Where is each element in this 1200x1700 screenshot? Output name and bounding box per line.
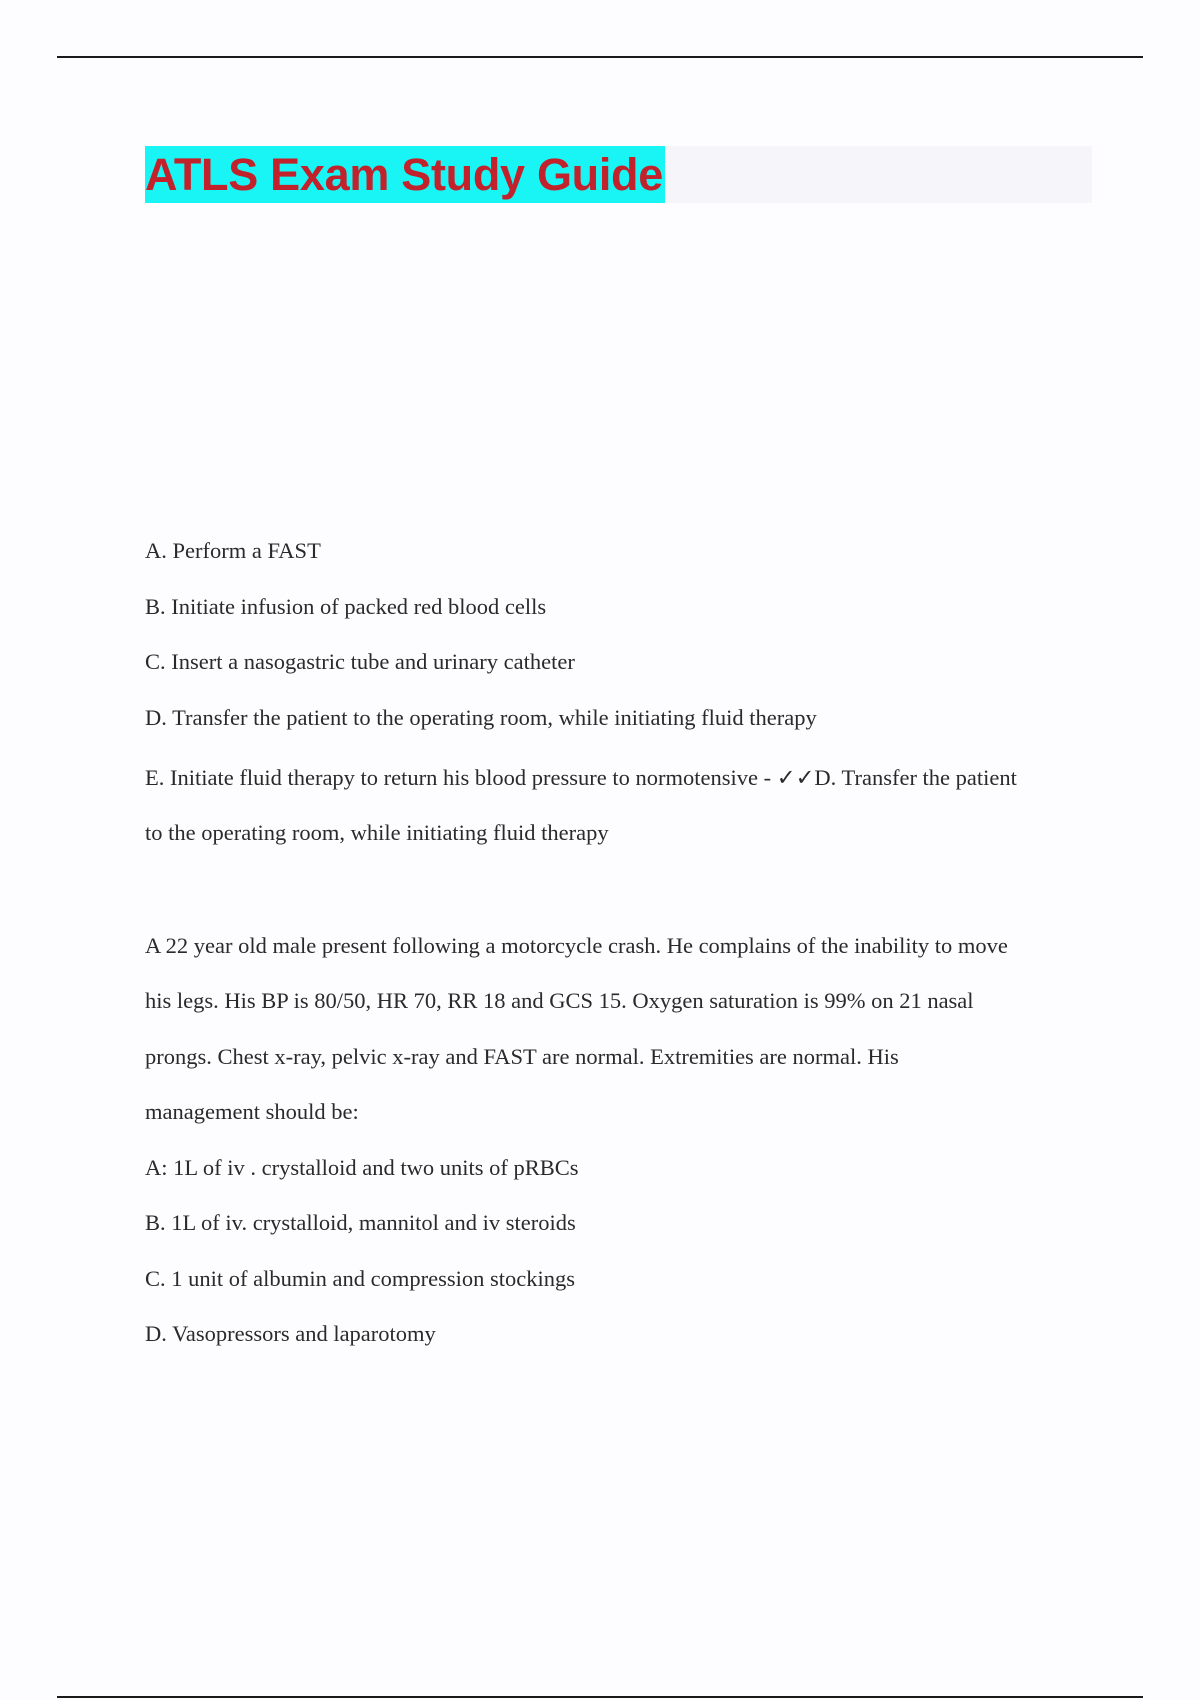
question-1-stem-line [145, 304, 1100, 360]
question-2-stem-line: A 22 year old male present following a motorcycle crash. He complains of the inability to move [145, 932, 1008, 958]
question-2 [145, 922, 1100, 1366]
bottom-rule [57, 1696, 1143, 1698]
question-2-stem-line: management should be: [145, 1099, 359, 1124]
question-2-option-a: A: 1L of iv . crystalloid and two units of pRBCs [145, 1154, 579, 1180]
question-2-stem-line: his legs. His BP is 80/50, HR 70, RR 18 and GCS 15. Oxygen saturation is 99% on 21 nasal [145, 988, 974, 1013]
document-body [145, 248, 1100, 1366]
question-2-option-d: D. Vasopressors and laparotomy [145, 1321, 436, 1346]
spacer [145, 470, 1100, 527]
question-1-answer-continued: to the operating room, while initiating fluid therapy [145, 820, 609, 845]
question-1-stem-line [145, 248, 1100, 304]
top-rule [57, 56, 1143, 58]
question-1-option-d: D. Transfer the patient to the operating room, while initiating fluid therapy [145, 704, 817, 730]
question-2-option-b: B. 1L of iv. crystalloid, mannitol and iv steroids [145, 1210, 576, 1235]
question-1 [145, 248, 1100, 865]
question-1-option-b: B. Initiate infusion of packed red blood cells [145, 593, 547, 619]
question-1-option-c: C. Insert a nasogastric tube and urinary catheter [145, 649, 575, 674]
question-1-option-e-answer: E. Initiate fluid therapy to return his blood pressure to normotensive - ✓✓D. Transfer the patient [145, 765, 1017, 790]
question-1-stem-line [145, 415, 1100, 471]
page-title: ATLS Exam Study Guide [145, 146, 665, 203]
question-1-option-a: A. Perform a FAST [145, 538, 321, 563]
question-2-option-c: C. 1 unit of albumin and compression stockings [145, 1265, 575, 1291]
question-2-stem-line: prongs. Chest x-ray, pelvic x-ray and FAST are normal. Extremities are normal. His [145, 1043, 899, 1069]
question-1-stem-line [145, 359, 1100, 415]
spacer [145, 865, 1100, 922]
